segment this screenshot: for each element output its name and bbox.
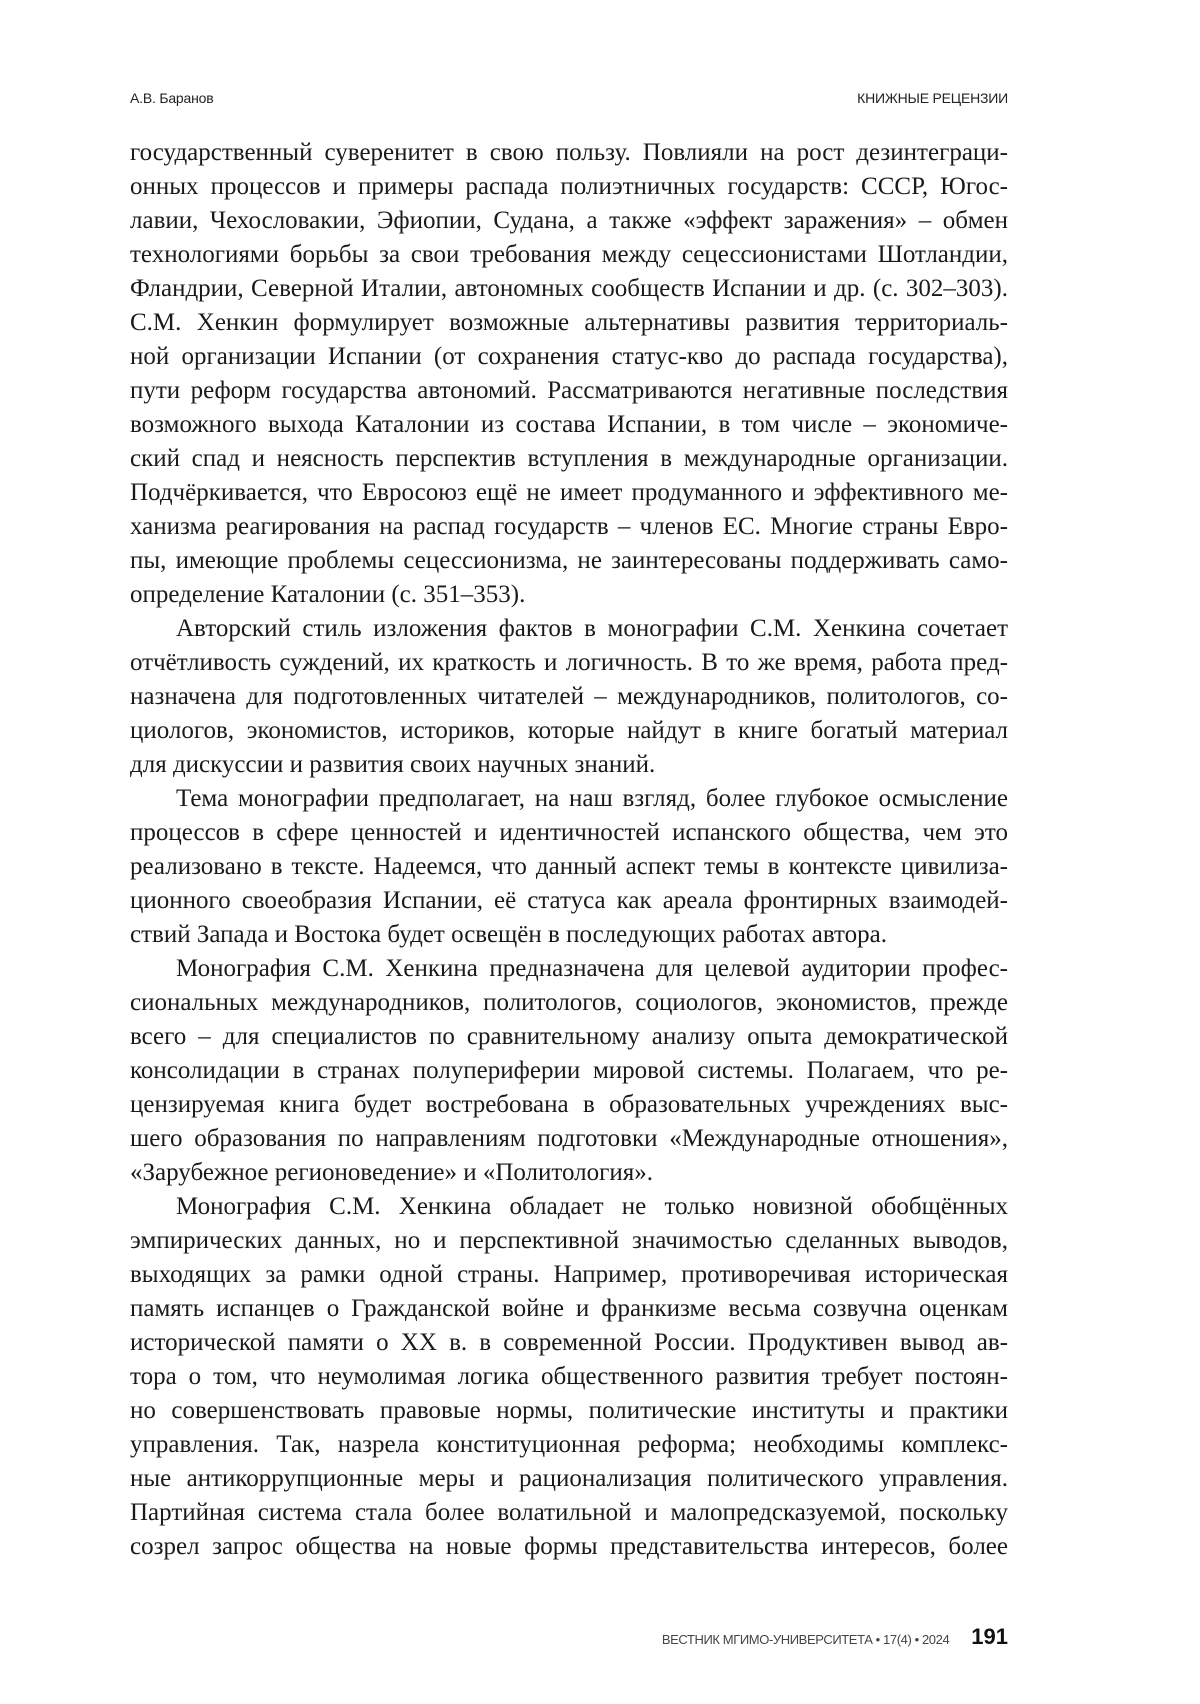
text-line: пы, имеющие проблемы сецессионизма, не заинтересованы поддерживать само- bbox=[130, 547, 1008, 574]
text-line: государственный суверенитет в свою пользу. Повлияли на рост дезинтеграци- bbox=[130, 139, 1008, 166]
text-line: управления. Так, назрела конституционная реформа; необходимы комплекс- bbox=[130, 1431, 1008, 1458]
text-line: С.М. Хенкин формулирует возможные альтернативы развития территориаль- bbox=[130, 309, 1008, 336]
text-line: процессов в сфере ценностей и идентичностей испанского общества, чем это bbox=[130, 819, 1008, 846]
text-line: шего образования по направлениям подготовки «Международные отношения», bbox=[130, 1125, 1008, 1152]
text-line: «Зарубежное регионоведение» и «Политология». bbox=[130, 1159, 654, 1186]
text-line: но совершенствовать правовые нормы, политические институты и практики bbox=[130, 1397, 1008, 1424]
paragraph bbox=[130, 136, 1008, 612]
text-line: Партийная система стала более волатильной и малопредсказуемой, поскольку bbox=[130, 1499, 1008, 1526]
page-number: 191 bbox=[971, 1624, 1008, 1649]
text-line: Монография С.М. Хенкина предназначена для целевой аудитории профес- bbox=[176, 955, 1008, 982]
text-line: ные антикоррупционные меры и рационализация политического управления. bbox=[130, 1465, 1008, 1492]
text-line: цензируемая книга будет востребована в образовательных учреждениях выс- bbox=[130, 1091, 1008, 1118]
text-line: отчётливость суждений, их краткость и логичность. В то же время, работа пред- bbox=[130, 649, 1008, 676]
paragraph bbox=[130, 612, 1008, 782]
running-header-section: КНИЖНЫЕ РЕЦЕНЗИИ bbox=[857, 90, 1008, 106]
text-line: Фландрии, Северной Италии, автономных сообществ Испании и др. (с. 302–303). bbox=[130, 275, 1008, 302]
text-line: ханизма реагирования на распад государств – членов ЕС. Многие страны Евро- bbox=[130, 513, 1008, 540]
text-line: сиональных международников, политологов, социологов, экономистов, прежде bbox=[130, 989, 1008, 1016]
text-line: онных процессов и примеры распада полиэтничных государств: СССР, Югос- bbox=[130, 173, 1008, 200]
text-line: Подчёркивается, что Евросоюз ещё не имеет продуманного и эффективного ме- bbox=[130, 479, 1008, 506]
text-line: Тема монографии предполагает, на наш взгляд, более глубокое осмысление bbox=[176, 785, 1008, 812]
footer bbox=[662, 1624, 1008, 1650]
text-line: для дискуссии и развития своих научных знаний. bbox=[130, 751, 656, 778]
text-line: реализовано в тексте. Надеемся, что данный аспект темы в контексте цивилиза- bbox=[130, 853, 1008, 880]
text-line: определение Каталонии (с. 351–353). bbox=[130, 581, 526, 608]
text-line: возможного выхода Каталонии из состава Испании, в том числе – экономиче- bbox=[130, 411, 1008, 438]
text-line: лавии, Чехословакии, Эфиопии, Судана, а также «эффект заражения» – обмен bbox=[130, 207, 1008, 234]
text-line: эмпирических данных, но и перспективной значимостью сделанных выводов, bbox=[130, 1227, 1008, 1254]
paragraph bbox=[130, 782, 1008, 952]
text-line: всего – для специалистов по сравнительному анализу опыта демократической bbox=[130, 1023, 1008, 1050]
text-line: ский спад и неясность перспектив вступления в международные организации. bbox=[130, 445, 1008, 472]
footer-journal: ВЕСТНИК МГИМО-УНИВЕРСИТЕТА • 17(4) • 2024 bbox=[661, 1632, 950, 1647]
text-line: выходящих за рамки одной страны. Например, противоречивая историческая bbox=[130, 1261, 1008, 1288]
text-line: тора о том, что неумолимая логика общественного развития требует постоян- bbox=[130, 1363, 1008, 1390]
text-line: ционного своеобразия Испании, её статуса как ареала фронтирных взаимодей- bbox=[130, 887, 1008, 914]
text-line: исторической памяти о XX в. в современной России. Продуктивен вывод ав- bbox=[130, 1329, 1008, 1356]
text-line: Монография С.М. Хенкина обладает не только новизной обобщённых bbox=[176, 1193, 1008, 1220]
text-line: консолидации в странах полупериферии мировой системы. Полагаем, что ре- bbox=[130, 1057, 1008, 1084]
text-line: ствий Запада и Востока будет освещён в последующих работах автора. bbox=[130, 921, 887, 948]
text-line: пути реформ государства автономий. Рассматриваются негативные последствия bbox=[130, 377, 1008, 404]
text-line: циологов, экономистов, историков, которые найдут в книге богатый материал bbox=[130, 717, 1008, 744]
running-header-author: А.В. Баранов bbox=[130, 90, 214, 106]
text-line: память испанцев о Гражданской войне и франкизме весьма созвучна оценкам bbox=[130, 1295, 1008, 1322]
text-line: Авторский стиль изложения фактов в монографии С.М. Хенкина сочетает bbox=[176, 615, 1008, 642]
text-line: ной организации Испании (от сохранения статус-кво до распада государства), bbox=[130, 343, 1008, 370]
paragraph bbox=[130, 952, 1008, 1190]
body-text bbox=[130, 136, 1008, 1564]
text-line: назначена для подготовленных читателей – международников, политологов, со- bbox=[130, 683, 1008, 710]
text-line: технологиями борьбы за свои требования между сецессионистами Шотландии, bbox=[130, 241, 1008, 268]
paragraph bbox=[130, 1190, 1008, 1564]
text-line: созрел запрос общества на новые формы представительства интересов, более bbox=[130, 1533, 1008, 1560]
